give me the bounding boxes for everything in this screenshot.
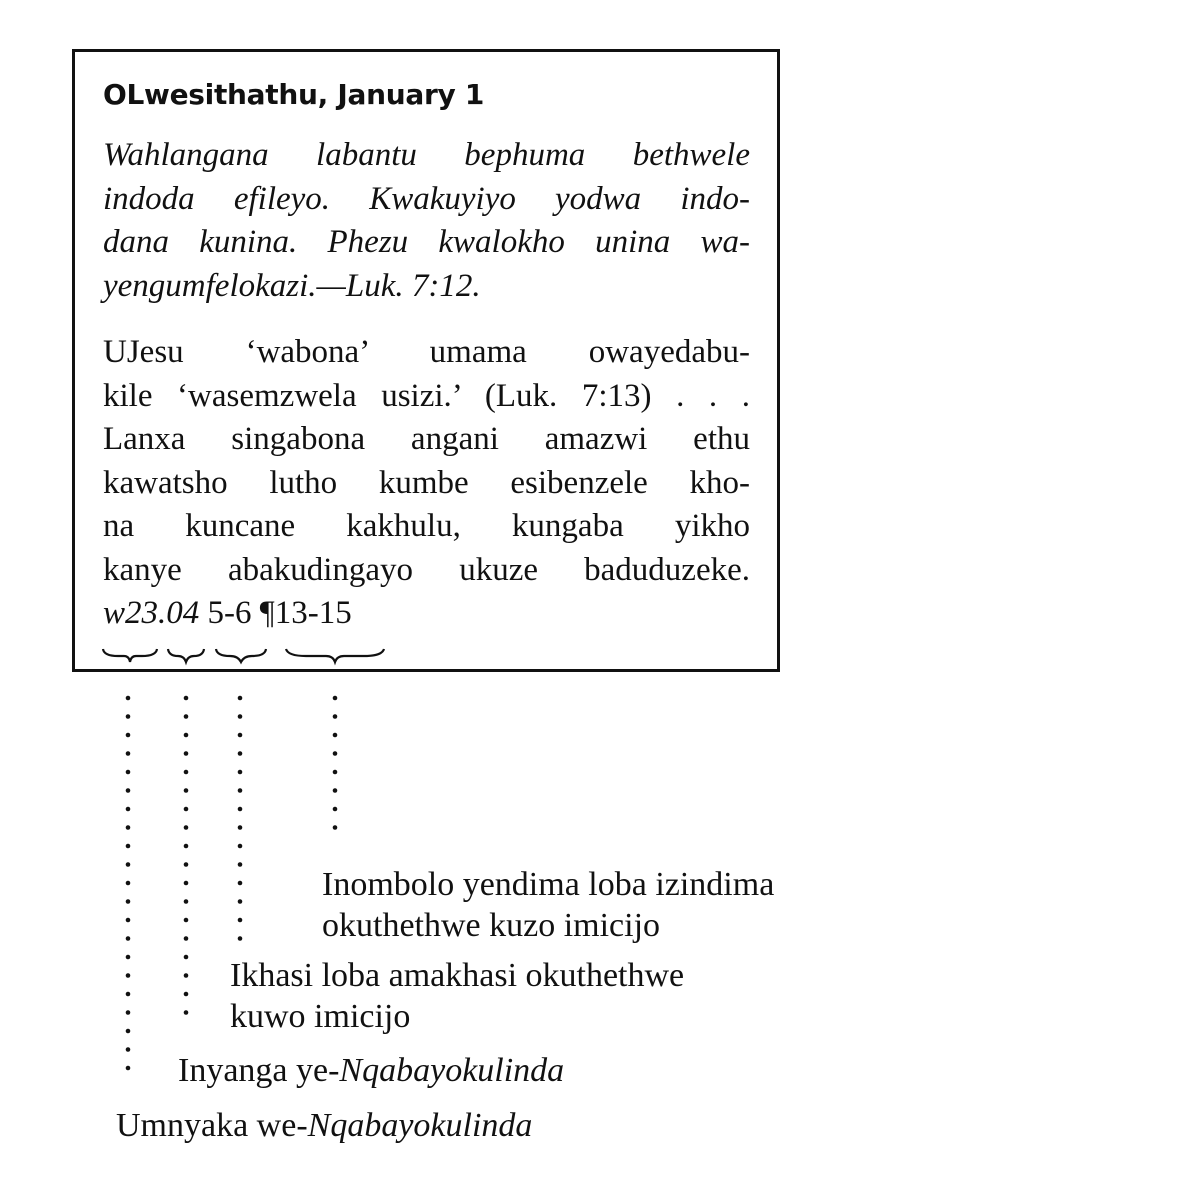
scripture-line: Wahlangana labantu bephuma bethwele xyxy=(103,137,750,173)
brace-paragraphs xyxy=(286,649,384,662)
leader-dot xyxy=(126,788,131,793)
leader-dot xyxy=(184,844,189,849)
leader-dot xyxy=(184,714,189,719)
leader-dot xyxy=(126,1066,131,1071)
leader-dot xyxy=(238,936,243,941)
body-line: na kuncane kakhulu, kungaba yikho xyxy=(103,508,750,544)
leader-dot xyxy=(333,733,338,738)
leader-dot xyxy=(126,733,131,738)
leader-dot xyxy=(184,992,189,997)
leader-dot xyxy=(238,751,243,756)
label-line: okuthethwe kuzo imicijo xyxy=(322,907,661,944)
label-line: Ikhasi loba amakhasi okuthethwe xyxy=(230,957,685,994)
scripture-line: dana kunina. Phezu kwalokho unina wa- xyxy=(103,224,750,260)
leader-dot xyxy=(126,844,131,849)
leader-dot xyxy=(333,751,338,756)
leader-dot xyxy=(184,825,189,830)
leader-dot xyxy=(238,825,243,830)
leader-dot xyxy=(184,973,189,978)
brace-pages xyxy=(216,649,266,662)
brace-issue xyxy=(168,649,204,662)
leader-dot xyxy=(126,1047,131,1052)
label-year xyxy=(116,1105,532,1146)
leader-dot xyxy=(126,899,131,904)
leader-dot xyxy=(184,733,189,738)
label-issue xyxy=(178,1050,564,1091)
scripture-line: yengumfelokazi.—Luk. 7:12. xyxy=(103,267,481,304)
leader-dot xyxy=(126,918,131,923)
leader-dot xyxy=(126,825,131,830)
label-pages xyxy=(230,955,684,1037)
leader-dot xyxy=(184,696,189,701)
leader-dot xyxy=(333,770,338,775)
scripture-line: indoda efileyo. Kwakuyiyo yodwa indo- xyxy=(103,180,750,217)
leader-dot xyxy=(333,807,338,812)
brace-year xyxy=(103,649,157,662)
leader-dot xyxy=(126,936,131,941)
leader-dot xyxy=(126,696,131,701)
label-prefix: Inyanga ye- xyxy=(178,1052,340,1089)
body-line: kawatsho lutho kumbe esibenzele kho- xyxy=(103,464,750,501)
leader-dot xyxy=(126,862,131,867)
leader-dot xyxy=(238,899,243,904)
body-line: kile ‘wasemzwela usizi.’ (Luk. 7:13) . . . xyxy=(103,377,750,414)
label-line: Inombolo yendima loba izindima xyxy=(322,866,775,903)
leader-dot xyxy=(238,862,243,867)
leader-dot xyxy=(126,1010,131,1015)
leader-dot xyxy=(126,770,131,775)
label-paragraphs xyxy=(322,864,774,946)
body-line: Lanxa singabona angani amazwi ethu xyxy=(103,421,750,457)
ref-pages: 5-6 xyxy=(207,595,252,631)
leader-dot xyxy=(126,1029,131,1034)
leader-dot xyxy=(238,807,243,812)
leader-dot xyxy=(238,696,243,701)
ref-issue: .04 xyxy=(158,595,200,631)
ref-paragraphs: ¶13-15 xyxy=(259,595,352,631)
body-line: kanye abakudingayo ukuze baduduzeke. xyxy=(103,551,750,588)
leader-dot xyxy=(238,881,243,886)
leader-dot xyxy=(126,807,131,812)
leader-dot xyxy=(184,899,189,904)
leader-dot xyxy=(238,733,243,738)
leader-dot xyxy=(184,881,189,886)
leader-dot xyxy=(333,696,338,701)
leader-dot xyxy=(333,825,338,830)
leader-dot xyxy=(126,881,131,886)
leader-dot xyxy=(238,844,243,849)
leader-dot xyxy=(184,751,189,756)
leader-dot xyxy=(238,788,243,793)
leader-dot xyxy=(126,751,131,756)
label-name: Nqabayokulinda xyxy=(307,1107,533,1144)
leader-dot xyxy=(126,955,131,960)
leader-dot xyxy=(184,788,189,793)
leader-dot xyxy=(184,936,189,941)
leader-dot xyxy=(333,788,338,793)
leader-dot xyxy=(238,918,243,923)
leader-dot xyxy=(184,862,189,867)
leader-dot xyxy=(126,973,131,978)
leader-dot xyxy=(184,918,189,923)
entry-title: OLwesithathu, January 1 xyxy=(103,78,485,111)
leader-dot xyxy=(184,807,189,812)
leader-dot xyxy=(184,955,189,960)
leader-dot xyxy=(333,714,338,719)
body-line: UJesu ‘wabona’ umama owayedabu- xyxy=(103,334,750,370)
leader-dot xyxy=(184,1010,189,1015)
label-prefix: Umnyaka we- xyxy=(116,1107,308,1144)
ref-year: w23 xyxy=(103,595,159,631)
leader-dot xyxy=(238,714,243,719)
label-line: kuwo imicijo xyxy=(230,998,411,1035)
leader-dot xyxy=(238,770,243,775)
leader-dot xyxy=(126,714,131,719)
leader-dot xyxy=(184,770,189,775)
label-name: Nqabayokulinda xyxy=(339,1052,565,1089)
leader-dot xyxy=(126,992,131,997)
